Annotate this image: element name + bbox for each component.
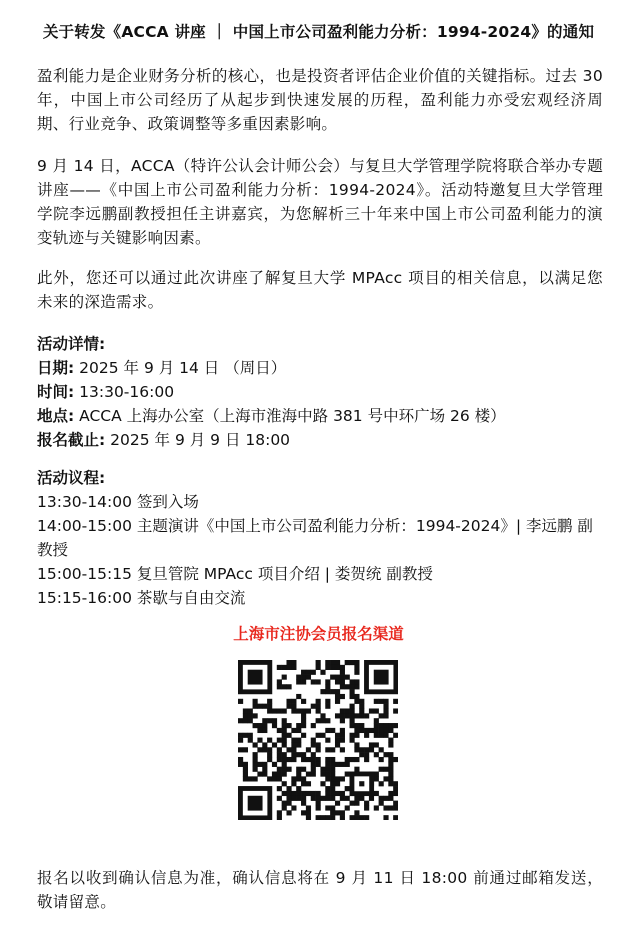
time-value: 13:30-16:00 [79, 383, 175, 401]
qr-code-icon[interactable] [238, 660, 398, 820]
time-label: 时间: [37, 383, 75, 401]
deadline-label: 报名截止: [37, 431, 106, 449]
event-paragraph: 9 月 14 日，ACCA（特许公认会计师公会）与复旦大学管理学院将联合举办专题讲座——《中国上市公司盈利能力分析：1994-2024》。活动特邀复旦大学管理学院李远鹏副教授担任主讲嘉宾，为您解析三十年来中国上市公司盈利能力的演变轨迹与关键影响因素。 [37, 157, 603, 247]
agenda-item: 15:00-15:15 复旦管院 MPAcc 项目介绍 | 娄贺统 副教授 [37, 565, 433, 583]
date-row [37, 356, 603, 380]
place-value: ACCA 上海办公室（上海市淮海中路 381 号中环广场 26 楼） [79, 407, 506, 425]
mpacc-paragraph: 此外，您还可以通过此次讲座了解复旦大学 MPAcc 项目的相关信息，以满足您未来的深造需求。 [37, 269, 603, 311]
event-agenda [37, 466, 603, 610]
agenda-heading: 活动议程: [37, 469, 106, 487]
date-label: 日期: [37, 359, 75, 377]
time-row [37, 380, 603, 404]
intro-paragraph: 盈利能力是企业财务分析的核心，也是投资者评估企业价值的关键指标。过去 30 年，中国上市公司经历了从起步到快速发展的历程，盈利能力亦受宏观经济周期、行业竞争、政策调整等多重因素影响。 [37, 67, 603, 133]
agenda-item: 15:15-16:00 茶歇与自由交流 [37, 589, 246, 607]
deadline-value: 2025 年 9 月 9 日 18:00 [110, 431, 291, 449]
agenda-item: 13:30-14:00 签到入场 [37, 493, 199, 511]
registration-channel-title: 上海市注协会员报名渠道 [233, 625, 404, 643]
event-details [37, 332, 603, 452]
notice-title: 关于转发《ACCA 讲座 ｜ 中国上市公司盈利能力分析：1994-2024》的通知 [42, 23, 595, 41]
date-value: 2025 年 9 月 14 日 （周日） [79, 359, 287, 377]
footer-note: 报名以收到确认信息为准，确认信息将在 9 月 11 日 18:00 前通过邮箱发送，敬请留意。 [37, 869, 603, 911]
details-heading: 活动详情: [37, 335, 106, 353]
place-label: 地点: [37, 407, 75, 425]
agenda-item: 14:00-15:00 主题演讲《中国上市公司盈利能力分析：1994-2024》| 李远鹏 副教授 [37, 517, 593, 559]
deadline-row [37, 428, 603, 452]
place-row [37, 404, 603, 428]
